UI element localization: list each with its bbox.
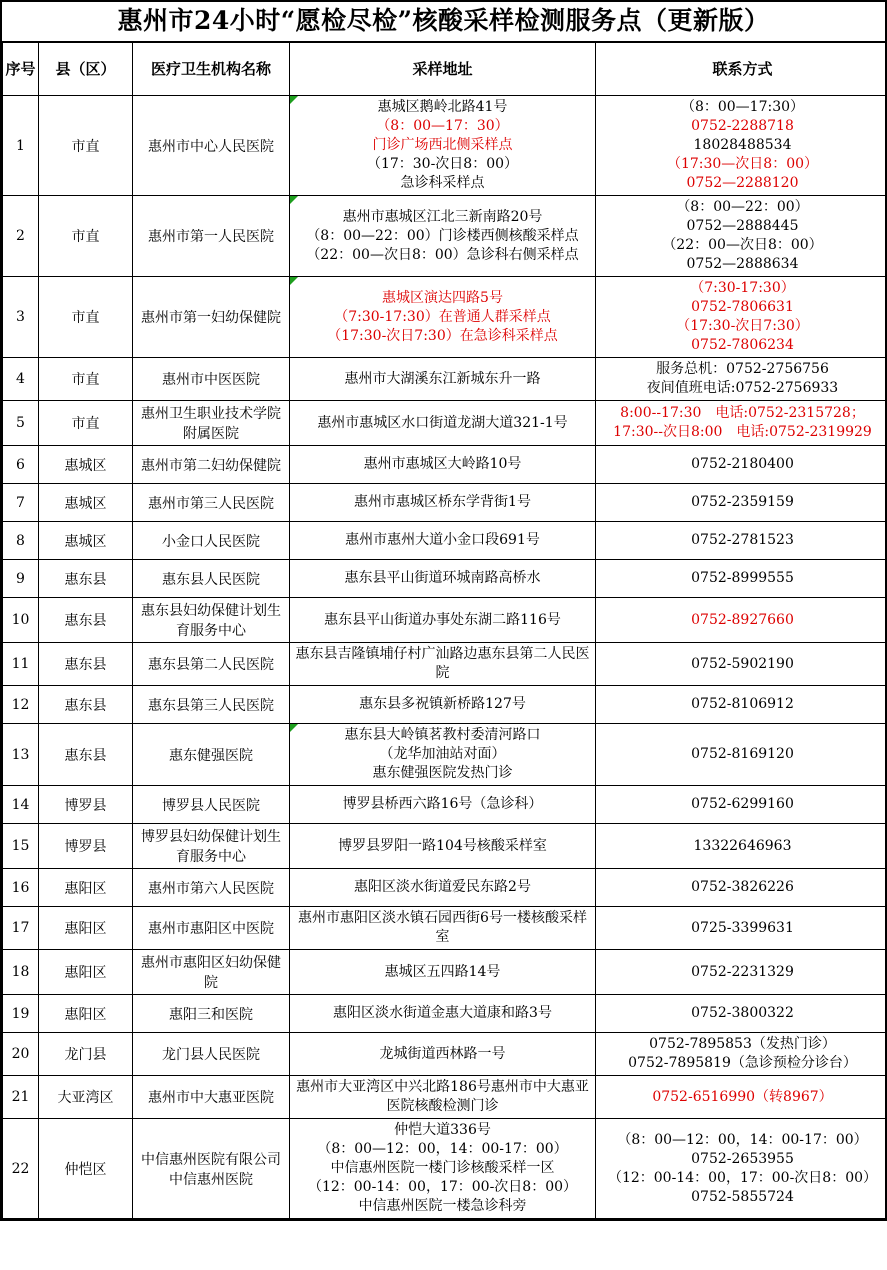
cell-line: 0752-3826226 [691, 879, 794, 895]
address-cell [290, 522, 596, 560]
cell-line: 中信惠州医院一楼门诊核酸采样一区 [330, 1160, 555, 1176]
cell-line: 17:30--次日8:00 电话:0752-2319929 [613, 424, 872, 440]
cell-line: 龙城街道西林路一号 [379, 1045, 506, 1062]
cell-line: （22：00—次日8：00） [662, 237, 823, 253]
table-row [3, 446, 887, 484]
contact-cell [596, 995, 887, 1033]
contact-cell [596, 1119, 887, 1219]
organization-cell: 惠州市第一妇幼保健院 [133, 277, 290, 358]
cell-line: 惠州市惠城区水口街道龙湖大道321-1号 [317, 414, 568, 431]
district-cell: 惠东县 [39, 560, 133, 598]
district-cell: 大亚湾区 [39, 1076, 133, 1119]
col-header-contact: 联系方式 [596, 42, 887, 96]
address-cell [290, 824, 596, 869]
contact-cell [596, 907, 887, 950]
service-points-table [2, 41, 887, 1219]
cell-line: 急诊科采样点 [400, 175, 485, 191]
contact-cell [596, 869, 887, 907]
address-cell [290, 786, 596, 824]
contact-cell [596, 1033, 887, 1076]
district-cell: 市直 [39, 358, 133, 401]
cell-line: 惠东县吉隆镇埔仔村广汕路边惠东县第二人民医院 [295, 646, 590, 681]
contact-cell [596, 1076, 887, 1119]
contact-cell [596, 446, 887, 484]
district-cell: 龙门县 [39, 1033, 133, 1076]
organization-cell: 惠州市第二妇幼保健院 [133, 446, 290, 484]
row-number-cell: 13 [3, 724, 39, 786]
organization-cell: 惠东县第三人民医院 [133, 686, 290, 724]
organization-cell: 惠州市第六人民医院 [133, 869, 290, 907]
table-row [3, 277, 887, 358]
cell-line: 0752-2180400 [691, 456, 794, 472]
table-row [3, 950, 887, 995]
cell-line: （8：00—12：00，14：00-17：00） [617, 1131, 868, 1148]
organization-cell: 惠州市中大惠亚医院 [133, 1076, 290, 1119]
contact-cell [596, 522, 887, 560]
organization-cell: 惠州市惠阳区中医院 [133, 907, 290, 950]
cell-line: 0752-7806631 [691, 299, 794, 315]
district-cell: 惠东县 [39, 686, 133, 724]
row-number-cell: 4 [3, 358, 39, 401]
cell-line: （22：00—次日8：00）急诊科右侧采样点 [306, 246, 579, 263]
contact-cell [596, 724, 887, 786]
contact-cell [596, 686, 887, 724]
table-row [3, 907, 887, 950]
cell-line: 仲恺大道336号 [394, 1122, 491, 1138]
cell-corner-marker-icon [290, 96, 298, 104]
address-cell [290, 358, 596, 401]
cell-line: 0752-7806234 [691, 337, 794, 353]
organization-cell: 龙门县人民医院 [133, 1033, 290, 1076]
district-cell: 仲恺区 [39, 1119, 133, 1219]
district-cell: 惠阳区 [39, 995, 133, 1033]
table-row [3, 522, 887, 560]
table-row [3, 484, 887, 522]
cell-line: 惠州市惠城区桥东学背街1号 [354, 494, 531, 510]
cell-line: 惠东县多祝镇新桥路127号 [359, 696, 526, 712]
row-number-cell: 10 [3, 598, 39, 643]
cell-line: 0752-2231329 [691, 963, 794, 980]
row-number-cell: 6 [3, 446, 39, 484]
address-cell [290, 1033, 596, 1076]
row-number-cell: 16 [3, 869, 39, 907]
cell-line: 0752-3800322 [691, 1005, 794, 1021]
row-number-cell: 17 [3, 907, 39, 950]
cell-line: 0752-8927660 [691, 611, 794, 628]
organization-cell: 中信惠州医院有限公司中信惠州医院 [133, 1119, 290, 1219]
address-cell [290, 643, 596, 686]
cell-line: 0752-7895853（发热门诊） [649, 1036, 836, 1052]
row-number-cell: 20 [3, 1033, 39, 1076]
cell-corner-marker-icon [290, 724, 298, 732]
cell-line: 0752—2288120 [686, 175, 799, 191]
cell-line: 0752-8106912 [691, 696, 794, 712]
cell-line: 0752-6516990（转8967） [652, 1088, 833, 1105]
district-cell: 惠阳区 [39, 907, 133, 950]
district-cell: 惠阳区 [39, 869, 133, 907]
page-title: 惠州市24小时“愿检尽检”核酸采样检测服务点（更新版） [117, 6, 770, 35]
cell-line: 惠州市大亚湾区中兴北路186号惠州市中大惠亚医院核酸检测门诊 [296, 1079, 589, 1114]
table-row [3, 643, 887, 686]
table-row [3, 598, 887, 643]
cell-line: 0752-2781523 [691, 532, 794, 548]
row-number-cell: 7 [3, 484, 39, 522]
cell-line: 惠城区五四路14号 [384, 963, 501, 980]
cell-line: 博罗县桥西六路16号（急诊科） [342, 796, 543, 812]
cell-line: 夜间值班电话:0752-2756933 [646, 380, 839, 396]
district-cell: 市直 [39, 401, 133, 446]
cell-line: （8：00—12：00，14：00-17：00） [317, 1141, 568, 1157]
cell-line: 0752-5855724 [691, 1188, 794, 1205]
cell-line: （12：00-14：00，17：00-次日8：00） [607, 1169, 878, 1186]
cell-line: 惠州市惠城区大岭路10号 [363, 456, 522, 472]
cell-line: （龙华加油站对面） [379, 746, 506, 762]
cell-line: 0752-7895819（急诊预检分诊台） [628, 1055, 857, 1071]
contact-cell [596, 277, 887, 358]
organization-cell: 惠州市第一人民医院 [133, 196, 290, 277]
district-cell: 市直 [39, 96, 133, 196]
table-row [3, 401, 887, 446]
table-row [3, 686, 887, 724]
contact-cell [596, 96, 887, 196]
cell-line: 13322646963 [693, 837, 792, 854]
district-cell: 博罗县 [39, 786, 133, 824]
organization-cell: 惠阳三和医院 [133, 995, 290, 1033]
row-number-cell: 22 [3, 1119, 39, 1219]
cell-line: （7:30-17:30） [690, 280, 795, 296]
cell-line: 0752—2888634 [686, 256, 799, 272]
organization-cell: 惠州市第三人民医院 [133, 484, 290, 522]
cell-line: 惠东县平山街道办事处东湖二路116号 [324, 611, 561, 628]
contact-cell [596, 643, 887, 686]
row-number-cell: 5 [3, 401, 39, 446]
address-cell [290, 907, 596, 950]
address-cell [290, 196, 596, 277]
table-row [3, 196, 887, 277]
organization-cell: 惠东县妇幼保健计划生育服务中心 [133, 598, 290, 643]
row-number-cell: 9 [3, 560, 39, 598]
col-header-address: 采样地址 [290, 42, 596, 96]
table-row [3, 995, 887, 1033]
address-cell [290, 1119, 596, 1219]
cell-line: 0752-8169120 [691, 746, 794, 762]
cell-line: 中信惠州医院一楼急诊科旁 [358, 1198, 527, 1214]
cell-corner-marker-icon [290, 196, 298, 204]
contact-cell [596, 484, 887, 522]
address-cell [290, 446, 596, 484]
cell-line: （8：00—17：30） [376, 118, 509, 134]
organization-cell: 小金口人民医院 [133, 522, 290, 560]
contact-cell [596, 824, 887, 869]
cell-line: 惠城区鹅岭北路41号 [377, 99, 508, 115]
organization-cell: 惠州卫生职业技术学院附属医院 [133, 401, 290, 446]
row-number-cell: 14 [3, 786, 39, 824]
address-cell [290, 560, 596, 598]
cell-line: 8:00--17:30 电话:0752-2315728； [620, 405, 865, 421]
table-row [3, 786, 887, 824]
header-row [3, 42, 887, 96]
table-row [3, 560, 887, 598]
address-cell [290, 277, 596, 358]
cell-line: 服务总机：0752-2756756 [656, 361, 829, 377]
district-cell: 博罗县 [39, 824, 133, 869]
cell-line: 门诊广场西北侧采样点 [372, 137, 513, 153]
district-cell: 惠阳区 [39, 950, 133, 995]
cell-line: 惠阳区淡水街道爱民东路2号 [354, 879, 531, 895]
row-number-cell: 1 [3, 96, 39, 196]
cell-line: 0752—2888445 [686, 218, 799, 234]
table-row [3, 1076, 887, 1119]
row-number-cell: 12 [3, 686, 39, 724]
address-cell [290, 598, 596, 643]
cell-line: 0752-8999555 [691, 570, 794, 586]
organization-cell: 博罗县妇幼保健计划生育服务中心 [133, 824, 290, 869]
address-cell [290, 96, 596, 196]
cell-line: （8：00—22：00）门诊楼西侧核酸采样点 [306, 227, 579, 244]
organization-cell: 惠东县第二人民医院 [133, 643, 290, 686]
contact-cell [596, 786, 887, 824]
district-cell: 惠城区 [39, 484, 133, 522]
cell-line: 18028488534 [693, 137, 792, 153]
row-number-cell: 11 [3, 643, 39, 686]
cell-line: 惠城区演达四路5号 [382, 289, 503, 306]
cell-line: 0752-2288718 [691, 118, 794, 134]
row-number-cell: 21 [3, 1076, 39, 1119]
col-header-organization: 医疗卫生机构名称 [133, 42, 290, 96]
district-cell: 市直 [39, 196, 133, 277]
contact-cell [596, 401, 887, 446]
col-header-index: 序号 [3, 42, 39, 96]
cell-line: 0752-2653955 [691, 1150, 794, 1167]
cell-line: 0752-5902190 [691, 655, 794, 672]
organization-cell: 惠东县人民医院 [133, 560, 290, 598]
cell-line: 惠州市惠阳区淡水镇石园西街6号一楼核酸采样室 [298, 910, 587, 945]
cell-line: 惠东县平山街道环城南路高桥水 [344, 570, 541, 586]
table-row [3, 724, 887, 786]
table-row [3, 824, 887, 869]
cell-line: 0725-3399631 [691, 919, 794, 936]
cell-line: （17:30—次日8：00） [666, 156, 819, 172]
row-number-cell: 19 [3, 995, 39, 1033]
cell-line: （8：00—17:30） [680, 99, 805, 115]
contact-cell [596, 598, 887, 643]
organization-cell: 惠州市惠阳区妇幼保健院 [133, 950, 290, 995]
row-number-cell: 15 [3, 824, 39, 869]
cell-line: 惠州市惠城区江北三新南路20号 [342, 208, 543, 225]
address-cell [290, 686, 596, 724]
contact-cell [596, 950, 887, 995]
organization-cell: 惠东健强医院 [133, 724, 290, 786]
organization-cell: 惠州市中医医院 [133, 358, 290, 401]
row-number-cell: 18 [3, 950, 39, 995]
cell-corner-marker-icon [290, 277, 298, 285]
organization-cell: 惠州市中心人民医院 [133, 96, 290, 196]
cell-line: 惠州市惠州大道小金口段691号 [345, 532, 540, 548]
table-body [3, 96, 887, 1219]
row-number-cell: 2 [3, 196, 39, 277]
cell-line: 惠州市大湖溪东江新城东升一路 [344, 370, 541, 387]
cell-line: 0752-2359159 [691, 494, 794, 510]
table-row [3, 358, 887, 401]
cell-line: 惠阳区淡水街道金惠大道康和路3号 [333, 1005, 552, 1021]
address-cell [290, 1076, 596, 1119]
cell-line: （12：00-14：00，17：00-次日8：00） [307, 1179, 578, 1195]
contact-cell [596, 358, 887, 401]
organization-cell: 博罗县人民医院 [133, 786, 290, 824]
address-cell [290, 724, 596, 786]
cell-line: 惠东健强医院发热门诊 [372, 765, 513, 781]
cell-line: 惠东县大岭镇茗教村委清河路口 [344, 727, 541, 743]
contact-cell [596, 196, 887, 277]
cell-line: （17:30-次日7:30）在急诊科采样点 [327, 327, 558, 344]
address-cell [290, 995, 596, 1033]
district-cell: 惠城区 [39, 522, 133, 560]
cell-line: 0752-6299160 [691, 796, 794, 812]
col-header-district: 县（区） [39, 42, 133, 96]
table-row [3, 1119, 887, 1219]
address-cell [290, 950, 596, 995]
district-cell: 惠城区 [39, 446, 133, 484]
district-cell: 惠东县 [39, 643, 133, 686]
cell-line: （17：30-次日8：00） [366, 156, 519, 172]
address-cell [290, 401, 596, 446]
cell-line: （7:30-17:30）在普通人群采样点 [334, 308, 551, 325]
row-number-cell: 3 [3, 277, 39, 358]
address-cell [290, 484, 596, 522]
district-cell: 市直 [39, 277, 133, 358]
table-row [3, 869, 887, 907]
cell-line: （17:30-次日7:30） [676, 318, 809, 334]
contact-cell [596, 560, 887, 598]
address-cell [290, 869, 596, 907]
table-row [3, 96, 887, 196]
row-number-cell: 8 [3, 522, 39, 560]
district-cell: 惠东县 [39, 598, 133, 643]
district-cell: 惠东县 [39, 724, 133, 786]
cell-line: （8：00—22：00） [676, 199, 809, 215]
table-row [3, 1033, 887, 1076]
cell-line: 博罗县罗阳一路104号核酸采样室 [338, 837, 547, 854]
